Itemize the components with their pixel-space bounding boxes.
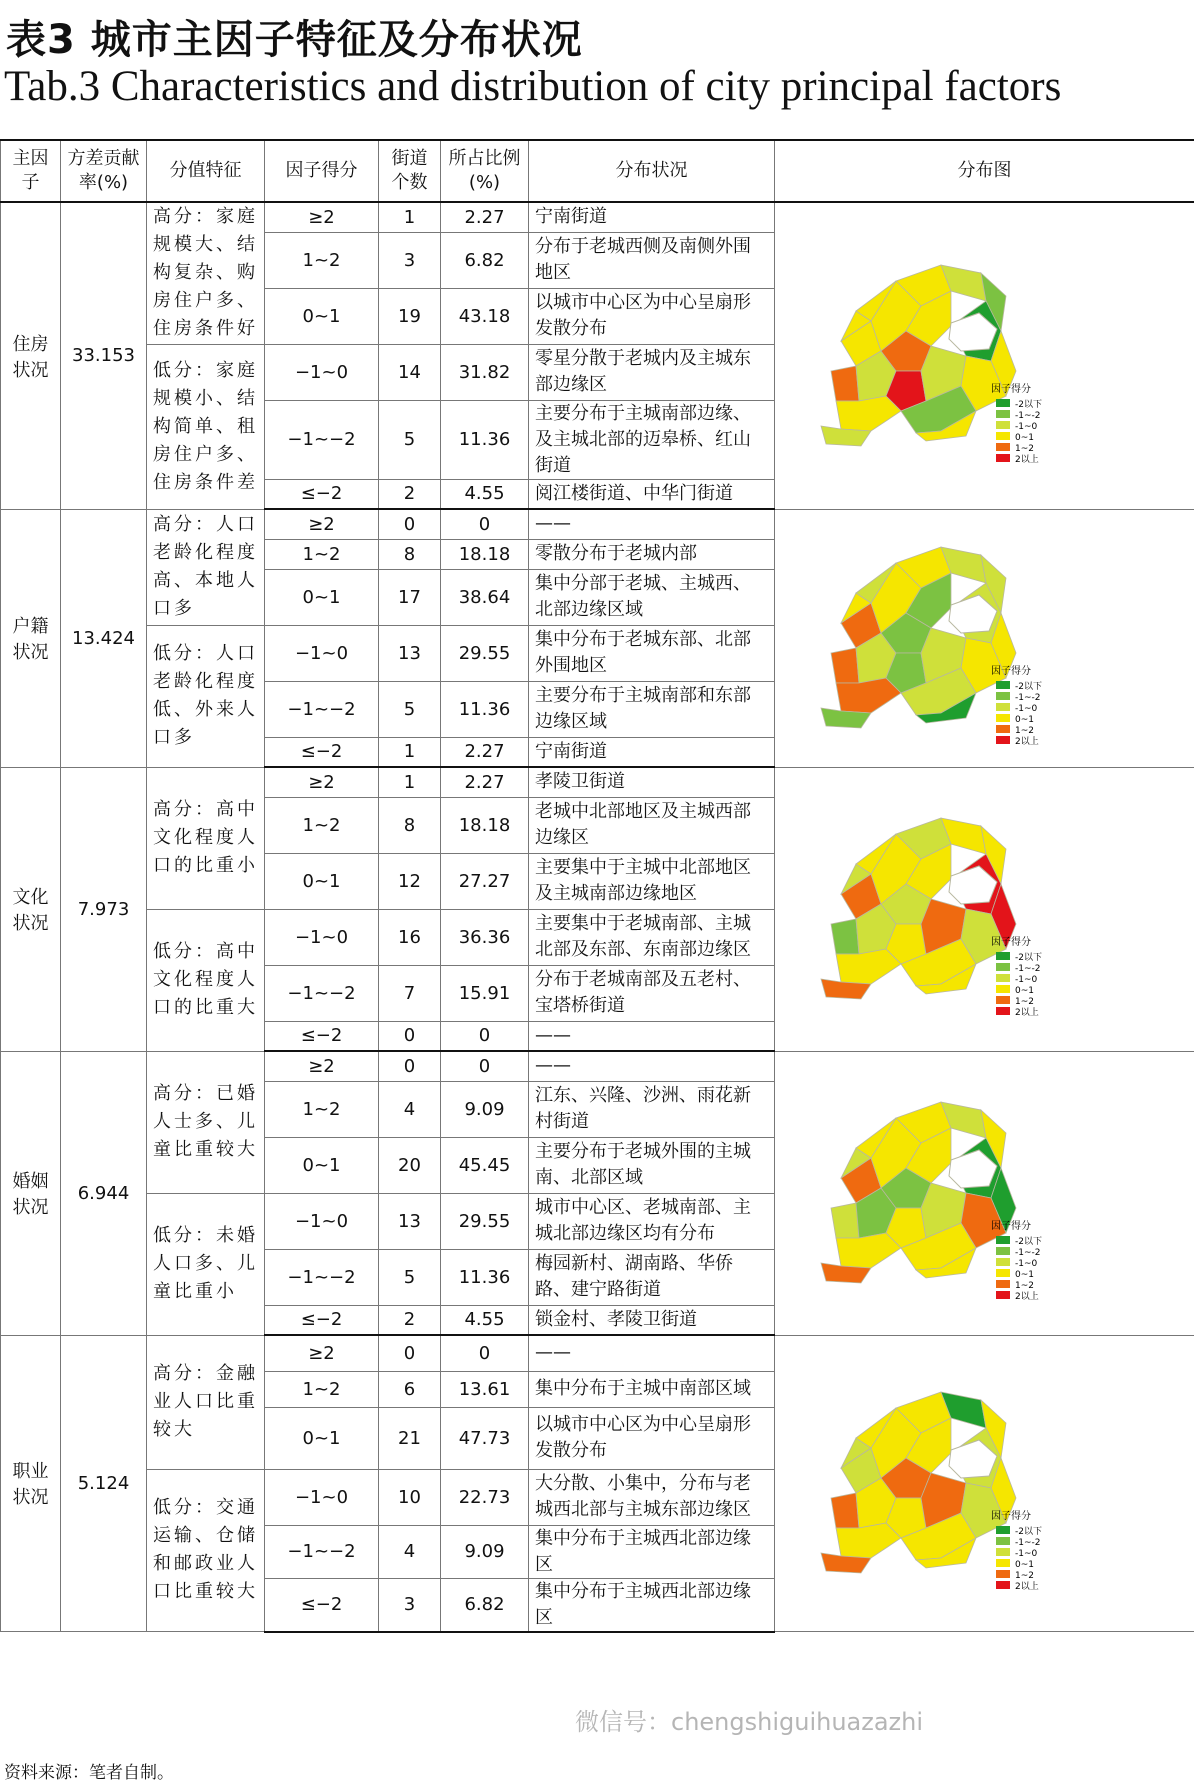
map-legend-label: -2以下 (1015, 1527, 1042, 1538)
ratio-value: 4.55 (441, 1305, 529, 1335)
map-legend-label: -1~-2 (1015, 1248, 1041, 1258)
ratio-value: 29.55 (441, 625, 529, 681)
street-count: 19 (379, 288, 441, 344)
map-district (836, 949, 901, 984)
header-factor: 主因子 (1, 140, 61, 202)
header-row (1, 140, 1194, 202)
score-range: −1~0 (265, 344, 379, 400)
distribution-map (781, 518, 1191, 758)
street-count: 5 (379, 1249, 441, 1305)
map-legend-label: 1~2 (1015, 443, 1034, 454)
header-ratio: 所占比例(%) (441, 140, 529, 202)
map-district (831, 1493, 859, 1528)
score-range: ≥2 (265, 509, 379, 539)
distribution-text: 锁金村、孝陵卫街道 (529, 1305, 775, 1335)
ratio-value: 18.18 (441, 539, 529, 569)
score-range: ≥2 (265, 767, 379, 797)
map-legend-swatch (996, 714, 1010, 722)
distribution-map (781, 1073, 1191, 1313)
variance-value: 13.424 (61, 509, 147, 767)
score-range: ≤−2 (265, 1578, 379, 1632)
map-legend-label: 1~2 (1015, 726, 1034, 736)
map-legend-swatch (996, 1537, 1010, 1545)
street-count: 16 (379, 909, 441, 965)
factor-name: 文化状况 (1, 767, 61, 1051)
map-legend-label: 1~2 (1015, 1571, 1034, 1582)
score-range: −1~0 (265, 1193, 379, 1249)
score-range: ≤−2 (265, 1021, 379, 1051)
header-variance: 方差贡献率(%) (61, 140, 147, 202)
score-range: 0~1 (265, 1137, 379, 1193)
map-legend-label: -2以下 (1015, 399, 1042, 410)
variance-value: 33.153 (61, 202, 147, 509)
distribution-map-cell (775, 1051, 1194, 1335)
score-range: 1~2 (265, 797, 379, 853)
street-count: 5 (379, 681, 441, 737)
score-range: ≤−2 (265, 479, 379, 509)
map-legend-label: -1~0 (1015, 421, 1038, 432)
distribution-map (781, 1363, 1191, 1603)
distribution-text: 江东、兴隆、沙洲、雨花新村街道 (529, 1081, 775, 1137)
high-score-feature: 高分：高中文化程度人口的比重小 (147, 767, 265, 909)
map-legend-label: -1~0 (1015, 975, 1038, 985)
score-range: ≥2 (265, 1051, 379, 1081)
map-legend-swatch (996, 952, 1010, 960)
map-legend-label: -1~-2 (1015, 1538, 1041, 1549)
map-legend-swatch (996, 1559, 1010, 1567)
ratio-value: 18.18 (441, 797, 529, 853)
distribution-text: 主要集中于主城中北部地区及主城南部边缘地区 (529, 853, 775, 909)
score-range: 0~1 (265, 288, 379, 344)
score-range: −1~−2 (265, 1249, 379, 1305)
ratio-value: 43.18 (441, 288, 529, 344)
score-range: −1~−2 (265, 1525, 379, 1578)
header-map: 分布图 (775, 140, 1194, 202)
high-score-feature: 高分：家庭规模大、结构复杂、购房住户多、住房条件好 (147, 202, 265, 344)
score-range: 1~2 (265, 1081, 379, 1137)
score-range: ≥2 (265, 202, 379, 232)
map-legend (991, 1219, 1042, 1302)
map-legend-label: 2以上 (1015, 1582, 1039, 1593)
map-legend-label: 0~1 (1015, 1560, 1034, 1571)
ratio-value: 0 (441, 1051, 529, 1081)
distribution-text: 分布于老城西侧及南侧外围地区 (529, 232, 775, 288)
score-range: 0~1 (265, 1407, 379, 1469)
ratio-value: 13.61 (441, 1371, 529, 1407)
ratio-value: 31.82 (441, 344, 529, 400)
map-district (836, 1523, 901, 1558)
map-legend (991, 664, 1042, 747)
ratio-value: 15.91 (441, 965, 529, 1021)
distribution-text: 主要分布于主城南部边缘、及主城北部的迈皋桥、红山街道 (529, 400, 775, 479)
ratio-value: 38.64 (441, 569, 529, 625)
distribution-text: 集中分布于主城中南部区域 (529, 1371, 775, 1407)
table-title-en: Tab.3 Characteristics and distribution of city principal factors (4, 63, 1062, 110)
street-count: 4 (379, 1525, 441, 1578)
map-legend-swatch (996, 443, 1010, 451)
street-count: 3 (379, 1578, 441, 1632)
low-score-feature: 低分：高中文化程度人口的比重大 (147, 909, 265, 1051)
map-legend-swatch (996, 1526, 1010, 1534)
map-legend-swatch (996, 736, 1010, 744)
map-legend-swatch (996, 1581, 1010, 1589)
distribution-text: 以城市中心区为中心呈扇形发散分布 (529, 1407, 775, 1469)
low-score-feature: 低分：未婚人口多、儿童比重小 (147, 1193, 265, 1335)
ratio-value: 27.27 (441, 853, 529, 909)
ratio-value: 4.55 (441, 479, 529, 509)
low-score-feature: 低分：家庭规模小、结构简单、租房住户多、住房条件差 (147, 344, 265, 509)
street-count: 17 (379, 569, 441, 625)
map-legend-label: 0~1 (1015, 986, 1034, 996)
table-row (1, 202, 1194, 232)
distribution-text: 集中分部于老城、主城西、北部边缘区域 (529, 569, 775, 625)
distribution-text: 大分散、小集中，分布与老城西北部与主城东部边缘区 (529, 1469, 775, 1525)
street-count: 12 (379, 853, 441, 909)
low-score-feature: 低分：交通运输、仓储和邮政业人口比重较大 (147, 1469, 265, 1632)
distribution-map-cell (775, 767, 1194, 1051)
street-count: 2 (379, 1305, 441, 1335)
map-legend-swatch (996, 1291, 1010, 1299)
score-range: −1~0 (265, 625, 379, 681)
watermark: 微信号：chengshiguihuazazhi (575, 1708, 924, 1736)
map-legend-swatch (996, 1007, 1010, 1015)
score-range: ≥2 (265, 1335, 379, 1371)
map-district (831, 919, 859, 954)
ratio-value: 11.36 (441, 1249, 529, 1305)
map-legend-label: -2以下 (1015, 953, 1042, 963)
street-count: 13 (379, 625, 441, 681)
map-district (831, 648, 859, 683)
header-distribution: 分布状况 (529, 140, 775, 202)
map-legend (991, 935, 1042, 1018)
ratio-value: 9.09 (441, 1081, 529, 1137)
score-range: ≤−2 (265, 737, 379, 767)
ratio-value: 0 (441, 1335, 529, 1371)
distribution-text: 主要分布于主城南部和东部边缘区域 (529, 681, 775, 737)
map-legend-swatch (996, 1269, 1010, 1277)
map-legend-title: 因子得分 (991, 666, 1031, 677)
street-count: 0 (379, 1021, 441, 1051)
score-range: −1~−2 (265, 400, 379, 479)
map-legend-title: 因子得分 (991, 1221, 1031, 1232)
map-legend-swatch (996, 432, 1010, 440)
street-count: 0 (379, 509, 441, 539)
map-legend-label: -1~-2 (1015, 964, 1041, 974)
map-legend-label: 2以上 (1015, 1008, 1039, 1018)
map-legend-swatch (996, 1280, 1010, 1288)
map-legend-label: 0~1 (1015, 715, 1034, 725)
factor-name: 户籍状况 (1, 509, 61, 767)
distribution-map (781, 789, 1191, 1029)
score-range: 1~2 (265, 539, 379, 569)
table-row (1, 509, 1194, 539)
street-count: 1 (379, 767, 441, 797)
street-count: 1 (379, 202, 441, 232)
map-legend-label: 2以上 (1015, 454, 1039, 465)
ratio-value: 2.27 (441, 767, 529, 797)
distribution-text: 零星分散于老城内及主城东部边缘区 (529, 344, 775, 400)
ratio-value: 11.36 (441, 400, 529, 479)
ratio-value: 0 (441, 1021, 529, 1051)
variance-value: 6.944 (61, 1051, 147, 1335)
map-legend-label: -1~0 (1015, 1549, 1038, 1560)
map-legend-swatch (996, 1570, 1010, 1578)
score-range: −1~−2 (265, 965, 379, 1021)
table-row (1, 767, 1194, 797)
street-count: 14 (379, 344, 441, 400)
distribution-text: —— (529, 1335, 775, 1371)
street-count: 4 (379, 1081, 441, 1137)
map-district (836, 678, 901, 713)
distribution-text: —— (529, 1021, 775, 1051)
source-note: 资料来源：笔者自制。 (4, 1763, 174, 1783)
low-score-feature: 低分：人口老龄化程度低、外来人口多 (147, 625, 265, 767)
header-feature: 分值特征 (147, 140, 265, 202)
map-legend-label: -1~-2 (1015, 410, 1041, 421)
ratio-value: 6.82 (441, 1578, 529, 1632)
street-count: 0 (379, 1051, 441, 1081)
map-legend-swatch (996, 703, 1010, 711)
distribution-text: 集中分布于老城东部、北部外围地区 (529, 625, 775, 681)
score-range: 1~2 (265, 1371, 379, 1407)
map-legend-swatch (996, 1258, 1010, 1266)
distribution-text: 主要分布于老城外围的主城南、北部区域 (529, 1137, 775, 1193)
street-count: 0 (379, 1335, 441, 1371)
distribution-text: 宁南街道 (529, 202, 775, 232)
map-legend-label: 1~2 (1015, 997, 1034, 1007)
map-legend-swatch (996, 421, 1010, 429)
high-score-feature: 高分：人口老龄化程度高、本地人口多 (147, 509, 265, 625)
distribution-text: 老城中北部地区及主城西部边缘区 (529, 797, 775, 853)
map-legend-swatch (996, 985, 1010, 993)
map-district (836, 1233, 901, 1268)
map-legend-label: 1~2 (1015, 1281, 1034, 1291)
map-legend-swatch (996, 1247, 1010, 1255)
ratio-value: 9.09 (441, 1525, 529, 1578)
ratio-value: 22.73 (441, 1469, 529, 1525)
table-row (1, 1051, 1194, 1081)
distribution-text: 阅江楼街道、中华门街道 (529, 479, 775, 509)
variance-value: 5.124 (61, 1335, 147, 1632)
map-legend-label: 2以上 (1015, 1292, 1039, 1302)
distribution-text: 以城市中心区为中心呈扇形发散分布 (529, 288, 775, 344)
header-score: 因子得分 (265, 140, 379, 202)
map-legend-label: -1~0 (1015, 704, 1038, 714)
street-count: 6 (379, 1371, 441, 1407)
map-legend-swatch (996, 1236, 1010, 1244)
score-range: −1~−2 (265, 681, 379, 737)
distribution-text: 集中分布于主城西北部边缘区 (529, 1578, 775, 1632)
street-count: 21 (379, 1407, 441, 1469)
factor-name: 住房状况 (1, 202, 61, 509)
street-count: 10 (379, 1469, 441, 1525)
map-legend-label: 0~1 (1015, 432, 1034, 443)
map-legend (991, 382, 1042, 465)
distribution-text: 城市中心区、老城南部、主城北部边缘区均有分布 (529, 1193, 775, 1249)
ratio-value: 45.45 (441, 1137, 529, 1193)
street-count: 2 (379, 479, 441, 509)
score-range: ≤−2 (265, 1305, 379, 1335)
map-legend-swatch (996, 399, 1010, 407)
street-count: 3 (379, 232, 441, 288)
ratio-value: 36.36 (441, 909, 529, 965)
factor-name: 职业状况 (1, 1335, 61, 1632)
map-district (836, 396, 901, 431)
street-count: 8 (379, 797, 441, 853)
street-count: 5 (379, 400, 441, 479)
table-title-cn: 表3 城市主因子特征及分布状况 (6, 17, 583, 63)
ratio-value: 0 (441, 509, 529, 539)
map-legend-swatch (996, 692, 1010, 700)
distribution-text: 主要集中于老城南部、主城北部及东部、东南部边缘区 (529, 909, 775, 965)
map-legend-swatch (996, 963, 1010, 971)
map-legend-title: 因子得分 (991, 1511, 1031, 1523)
header-count: 街道个数 (379, 140, 441, 202)
distribution-text: —— (529, 509, 775, 539)
map-legend-title: 因子得分 (991, 937, 1031, 948)
high-score-feature: 高分：金融业人口比重较大 (147, 1335, 265, 1469)
map-legend-label: -2以下 (1015, 1237, 1042, 1247)
map-district (831, 1203, 859, 1238)
map-legend-swatch (996, 725, 1010, 733)
map-district (831, 366, 859, 401)
map-legend-swatch (996, 996, 1010, 1004)
distribution-text: —— (529, 1051, 775, 1081)
street-count: 8 (379, 539, 441, 569)
score-range: 0~1 (265, 569, 379, 625)
ratio-value: 2.27 (441, 737, 529, 767)
factor-name: 婚姻状况 (1, 1051, 61, 1335)
ratio-value: 6.82 (441, 232, 529, 288)
distribution-map-cell (775, 202, 1194, 509)
distribution-text: 孝陵卫街道 (529, 767, 775, 797)
map-legend-label: 2以上 (1015, 737, 1039, 747)
score-range: −1~0 (265, 909, 379, 965)
table-row (1, 1335, 1194, 1371)
map-legend (991, 1509, 1042, 1592)
map-legend-swatch (996, 410, 1010, 418)
distribution-text: 分布于老城南部及五老村、宝塔桥街道 (529, 965, 775, 1021)
score-range: 0~1 (265, 853, 379, 909)
street-count: 1 (379, 737, 441, 767)
distribution-map-cell (775, 1335, 1194, 1632)
map-legend-swatch (996, 681, 1010, 689)
street-count: 7 (379, 965, 441, 1021)
factor-table (0, 139, 1194, 1633)
distribution-map-cell (775, 509, 1194, 767)
distribution-map (781, 236, 1191, 476)
distribution-text: 集中分布于主城西北部边缘区 (529, 1525, 775, 1578)
distribution-text: 梅园新村、湖南路、华侨路、建宁路街道 (529, 1249, 775, 1305)
map-legend-label: -1~-2 (1015, 693, 1041, 703)
map-legend-label: 0~1 (1015, 1270, 1034, 1280)
variance-value: 7.973 (61, 767, 147, 1051)
ratio-value: 11.36 (441, 681, 529, 737)
distribution-text: 零散分布于老城内部 (529, 539, 775, 569)
map-legend-label: -2以下 (1015, 682, 1042, 692)
ratio-value: 2.27 (441, 202, 529, 232)
distribution-text: 宁南街道 (529, 737, 775, 767)
map-legend-title: 因子得分 (991, 383, 1031, 395)
map-legend-swatch (996, 1548, 1010, 1556)
map-legend-swatch (996, 974, 1010, 982)
street-count: 13 (379, 1193, 441, 1249)
ratio-value: 47.73 (441, 1407, 529, 1469)
score-range: 1~2 (265, 232, 379, 288)
score-range: −1~0 (265, 1469, 379, 1525)
street-count: 20 (379, 1137, 441, 1193)
high-score-feature: 高分：已婚人士多、儿童比重较大 (147, 1051, 265, 1193)
map-legend-label: -1~0 (1015, 1259, 1038, 1269)
map-legend-swatch (996, 454, 1010, 462)
ratio-value: 29.55 (441, 1193, 529, 1249)
